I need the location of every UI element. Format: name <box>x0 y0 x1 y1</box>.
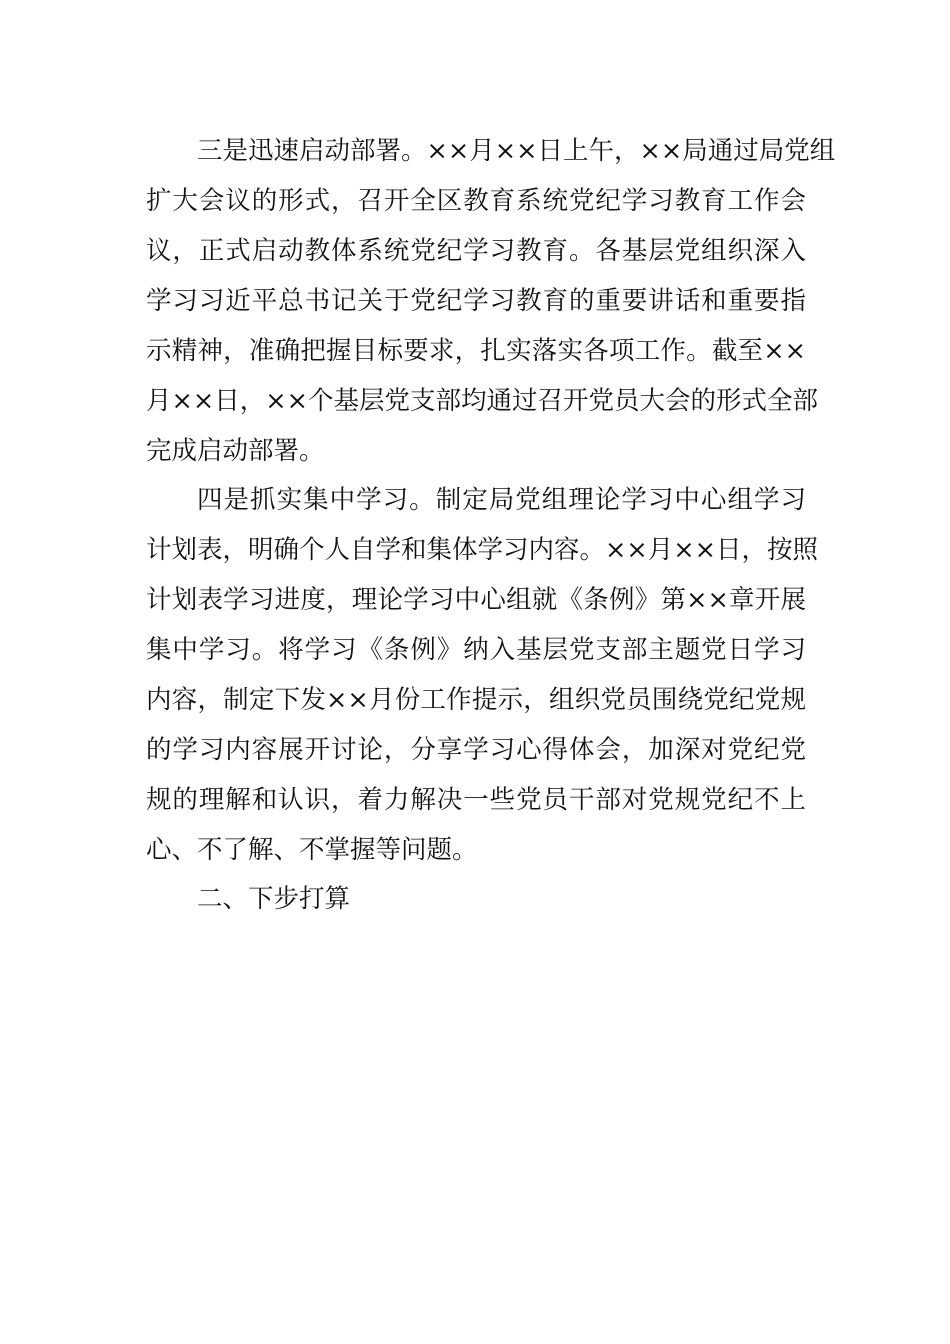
section-heading: 二、下步打算 <box>197 884 351 914</box>
paragraph-line: 学习习近平总书记关于党纪学习教育的重要讲话和重要指 <box>146 286 806 316</box>
paragraph-line: 的学习内容展开讨论，分享学习心得体会，加深对党纪党 <box>146 735 806 765</box>
paragraph-line: 计划表，明确个人自学和集体学习内容。××月××日，按照 <box>146 535 818 565</box>
paragraph-line: 计划表学习进度，理论学习中心组就《条例》第××章开展 <box>146 585 806 615</box>
paragraph-line: 扩大会议的形式，召开全区教育系统党纪学习教育工作会 <box>146 186 806 216</box>
paragraph-line: 示精神，准确把握目标要求，扎实落实各项工作。截至×× <box>146 336 806 366</box>
paragraph-line: 三是迅速启动部署。××月××日上午，××局通过局党组 <box>197 136 836 166</box>
paragraph-line: 集中学习。将学习《条例》纳入基层党支部主题党日学习 <box>146 635 806 665</box>
paragraph-line: 心、不了解、不掌握等问题。 <box>146 835 478 865</box>
paragraph-line: 完成启动部署。 <box>146 436 325 466</box>
paragraph-line: 内容，制定下发××月份工作提示，组织党员围绕党纪党规 <box>146 685 806 715</box>
paragraph-line: 月××日，××个基层党支部均通过召开党员大会的形式全部 <box>146 386 818 416</box>
paragraph-line: 四是抓实集中学习。制定局党组理论学习中心组学习 <box>197 485 806 515</box>
paragraph-line: 规的理解和认识，着力解决一些党员干部对党规党纪不上 <box>146 785 806 815</box>
paragraph-line: 议，正式启动教体系统党纪学习教育。各基层党组织深入 <box>146 236 806 266</box>
